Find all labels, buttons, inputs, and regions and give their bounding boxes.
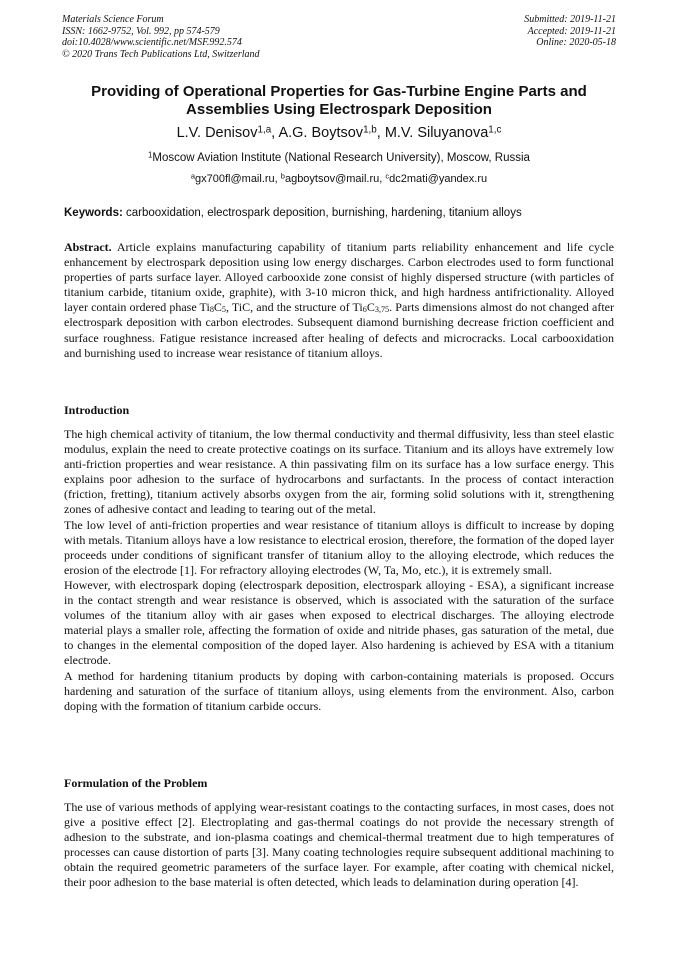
email-link[interactable]: dc2mati@yandex.ru: [389, 173, 488, 185]
paragraph: The high chemical activity of titanium, the low thermal conductivity and thermal diffusivity, less than steel elastic modulus, explain the need to create protective coatings on its surface. Titanium and its alloys have extremely low anti-friction properties and wear resistance. A thin passivating film on its surface has a low surface energy. This explains poor adhesion to the surface of hydrocarbons and surfactants. In the process of contact interaction (friction, fretting), titanium actively absorbs oxygen from the air, forming solid solutions with it, strengthening zones of adhesive contact and leading to tearing out of the metal.: [64, 427, 614, 517]
journal-doi: doi:10.4028/www.scientific.net/MSF.992.574: [62, 37, 242, 48]
author-affil-marker: 1,b: [363, 124, 377, 136]
paragraph: However, with electrospark doping (electrospark deposition, electrospark alloying - ESA), a significant increase in the contact strength and wear resistance is observed, which is associated with the saturation of the surface volumes of the titanium alloy with air gases when exposed to electrical discharges. The alloying electrode material plays a smaller role, affecting the formation of oxide and nitride phases, gas saturation of the metal, due to changes in the elemental composition of the doped layer. Also hardening is achieved by ESA with a titanium electrode.: [64, 577, 614, 668]
author-affil-marker: 1,a: [257, 124, 272, 136]
email-marker: b: [280, 171, 285, 181]
section-problem: [64, 800, 614, 891]
email-link[interactable]: agboytsov@mail.ru: [284, 173, 380, 185]
author-affil-marker: 1,c: [488, 124, 502, 136]
accepted-date: Accepted: 2019-11-21: [527, 25, 616, 37]
affiliation-marker: 1: [148, 150, 153, 160]
submitted-date: Submitted: 2019-11-21: [524, 14, 616, 25]
abstract-label: Abstract.: [64, 240, 112, 254]
journal-header: [62, 14, 260, 60]
journal-name: Materials Science Forum: [62, 14, 164, 25]
author-list: L.V. Denisov$^{1,a}$, A.G. Boytsov$^{1,b}$, M.V. Siluyanova$^{1,c}$: [176, 124, 502, 141]
keywords-text: carbooxidation, electrospark deposition, burnishing, hardening, titanium alloys: [126, 207, 522, 219]
keywords: [64, 206, 616, 220]
affiliation-text: Moscow Aviation Institute (National Research University), Moscow, Russia: [152, 152, 530, 164]
section-heading-problem: Formulation of the Problem: [64, 776, 208, 790]
abstract-text: . Parts dimensions almost do not changed after electrospark deposition with carbon electrodes. Subsequent diamond burnishing decrease friction coefficient and surface roughness. Fatigue resistance increased after healing of defects and microcracks. Local carbooxidation and burnishing used to increase wear resistance of titanium alloys.: [64, 300, 614, 360]
formula-text: C: [366, 300, 375, 315]
abstract-text: Article explains manufacturing capability of titanium parts reliability enhancement and life cycle enhancement by electrospark deposition using low energy discharges. Carbon electrodes used to form functional properties of parts surface layer. Alloyed carbooxide zone consist of highly dispersed structure (with particles of titanium carbide, titanium oxide, graphite), with 3-10 micron thick, and high hardness antifrictionality. Alloyed layer contain ordered phase Ti: [64, 240, 614, 315]
formula-subscript: 5: [221, 305, 226, 315]
author-name: A.G. Boytsov: [278, 125, 364, 141]
author-name: L.V. Denisov: [176, 125, 258, 141]
email-marker: a: [190, 171, 196, 181]
section-introduction: [64, 427, 614, 714]
keywords-label: Keywords:: [64, 207, 123, 219]
author-emails: $^a$gx700fl@mail.ru, $^b$agboytsov@mail.ru, $^c$dc2mati@yandex.ru: [190, 171, 488, 185]
abstract-text: , TiC, and the structure of Ti: [225, 300, 363, 315]
abstract: [64, 240, 614, 361]
email-marker: c: [385, 171, 390, 181]
paragraph: The use of various methods of applying wear-resistant coatings to the contacting surfaces, in most cases, does not give a positive effect [2]. Electroplating and gas-thermal coatings do not provide the necessary strength of adhesion to the substrate, and ion-plasma coatings and chemical-thermal treatment due to high temperatures of processes can cause distortion of parts [3]. Many coating technologies require subsequent additional machining to obtain the required geometric parameters of the surface layer. For example, after coating with chemical nickel, their poor adhesion to the base material is often detected, which leads to delamination during operation [4].: [64, 800, 614, 890]
section-heading-introduction: Introduction: [64, 403, 130, 417]
affiliation: [40, 151, 638, 165]
formula-subscript: 6: [362, 305, 367, 315]
formula-subscript: 3,75: [374, 305, 390, 315]
paper-title: Providing of Operational Properties for Gas-Turbine Engine Parts and Assemblies Using Electrospark Deposition: [91, 83, 587, 118]
email-link[interactable]: gx700fl@mail.ru: [195, 173, 275, 185]
formula-text: C: [213, 300, 222, 315]
formula-subscript: 8: [209, 305, 214, 315]
journal-issn: ISSN: 1662-9752, Vol. 992, pp 574-579: [62, 25, 220, 37]
dates-header: [524, 14, 616, 49]
online-date: Online: 2020-05-18: [536, 37, 616, 48]
paragraph: The low level of anti-friction properties and wear resistance of titanium alloys is difficult to increase by doping with metals. Titanium alloys have a low resistance to electrical erosion, therefore, the formation of the doped layer proceeds under conditions of significant transfer of titanium alloy to the alloying electrode, which reduces the erosion of the electrode [1]. For refractory alloying electrodes (W, Ta, Mo, etc.), it is extremely small.: [64, 517, 614, 577]
paragraph: A method for hardening titanium products by doping with carbon-containing materials is proposed. Occurs hardening and saturation of the surface of titanium alloys, using elements from the environment. Also, carbon doping with the formation of titanium carbide occurs.: [64, 668, 614, 713]
journal-copyright: © 2020 Trans Tech Publications Ltd, Switzerland: [62, 48, 260, 60]
author-name: M.V. Siluyanova: [384, 125, 489, 141]
